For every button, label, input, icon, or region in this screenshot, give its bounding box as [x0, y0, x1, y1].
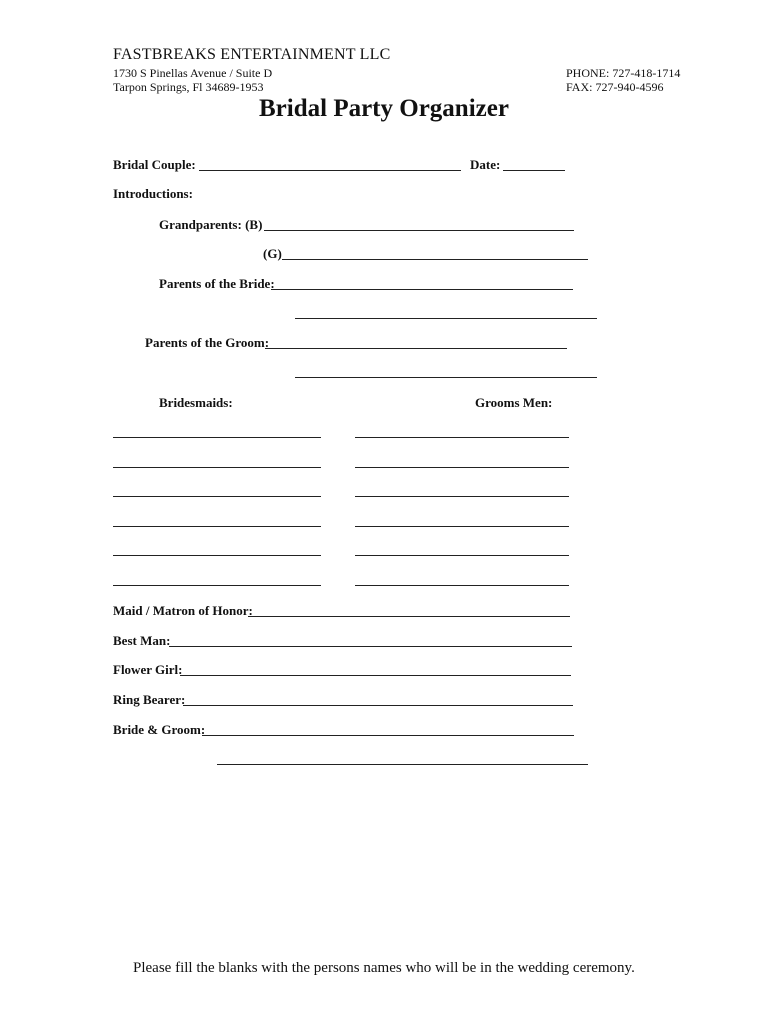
fax-number: FAX: 727-940-4596: [566, 80, 664, 94]
grandparents-groom-field[interactable]: [282, 259, 588, 260]
address-line-2: Tarpon Springs, Fl 34689-1953: [113, 80, 264, 94]
bride-groom-label: Bride & Groom:: [113, 722, 206, 737]
ring-bearer-label: Ring Bearer:: [113, 692, 186, 707]
flower-girl-field[interactable]: [180, 675, 571, 676]
introductions-label: Introductions:: [113, 186, 193, 201]
flower-girl-label: Flower Girl:: [113, 662, 183, 677]
parents-groom-field-2[interactable]: [295, 377, 597, 378]
grandparents-bride-label: Grandparents: (B): [159, 217, 263, 232]
bridal-couple-label: Bridal Couple:: [113, 157, 196, 172]
footer-instructions: Please fill the blanks with the persons names who will be in the wedding ceremony.: [133, 960, 635, 976]
grandparents-bride-field[interactable]: [264, 230, 574, 231]
maid-of-honor-label: Maid / Matron of Honor:: [113, 603, 253, 618]
date-field[interactable]: [503, 170, 565, 171]
best-man-field[interactable]: [169, 646, 572, 647]
groomsman-field[interactable]: [355, 467, 569, 468]
form-title: Bridal Party Organizer: [259, 95, 509, 122]
bridesmaid-field[interactable]: [113, 526, 321, 527]
groomsman-field[interactable]: [355, 555, 569, 556]
groomsman-field[interactable]: [355, 526, 569, 527]
date-label: Date:: [470, 157, 501, 172]
bridesmaid-field[interactable]: [113, 555, 321, 556]
parents-bride-field[interactable]: [271, 289, 573, 290]
company-name: FASTBREAKS ENTERTAINMENT LLC: [113, 46, 391, 63]
bride-groom-field-2[interactable]: [217, 764, 588, 765]
bridesmaid-field[interactable]: [113, 496, 321, 497]
grandparents-groom-label: (G): [263, 246, 282, 261]
parents-groom-label: Parents of the Groom:: [145, 335, 270, 350]
phone-number: PHONE: 727-418-1714: [566, 66, 681, 80]
groomsman-field[interactable]: [355, 496, 569, 497]
parents-bride-field-2[interactable]: [295, 318, 597, 319]
parents-groom-field[interactable]: [265, 348, 567, 349]
maid-of-honor-field[interactable]: [248, 616, 570, 617]
groomsmen-label: Grooms Men:: [475, 395, 553, 410]
bridesmaid-field[interactable]: [113, 467, 321, 468]
parents-bride-label: Parents of the Bride:: [159, 276, 275, 291]
bride-groom-field[interactable]: [202, 735, 574, 736]
ring-bearer-field[interactable]: [183, 705, 573, 706]
bridesmaids-label: Bridesmaids:: [159, 395, 233, 410]
groomsman-field[interactable]: [355, 585, 569, 586]
address-line-1: 1730 S Pinellas Avenue / Suite D: [113, 66, 273, 80]
groomsman-field[interactable]: [355, 437, 569, 438]
bridesmaid-field[interactable]: [113, 585, 321, 586]
bridesmaid-field[interactable]: [113, 437, 321, 438]
bridal-couple-field[interactable]: [199, 170, 461, 171]
best-man-label: Best Man:: [113, 633, 171, 648]
